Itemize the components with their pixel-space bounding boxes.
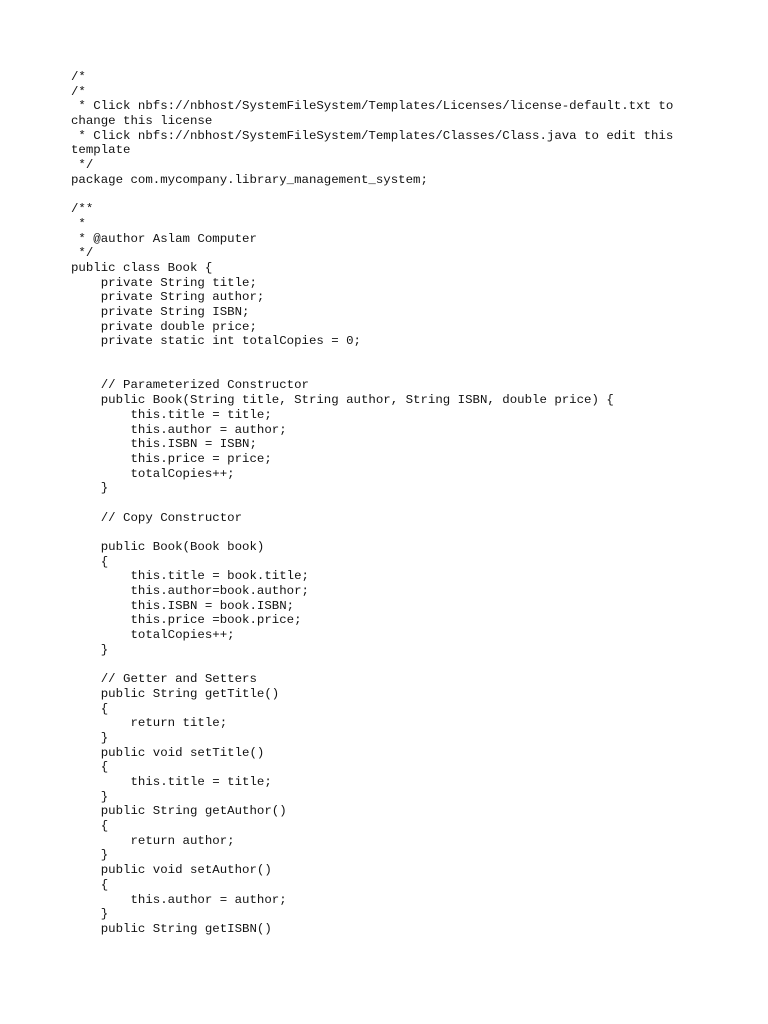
code-line: change this license (71, 114, 213, 129)
code-line: this.price =book.price; (71, 613, 302, 628)
code-listing (71, 70, 731, 937)
code-line: this.author=book.author; (71, 584, 309, 599)
code-line: } (71, 848, 109, 863)
code-line: this.author = author; (71, 422, 287, 437)
code-line: public String getISBN() (71, 921, 272, 936)
code-line: public void setTitle() (71, 745, 265, 760)
code-line: { (71, 554, 109, 569)
code-line: } (71, 730, 109, 745)
code-line: { (71, 877, 109, 892)
code-line: * Click nbfs://nbhost/SystemFileSystem/Templates/Licenses/license-default.txt to (71, 99, 674, 114)
code-line: } (71, 907, 109, 922)
code-line: public class Book { (71, 260, 213, 275)
code-line: // Parameterized Constructor (71, 378, 309, 393)
code-line: totalCopies++; (71, 628, 235, 643)
code-line: // Getter and Setters (71, 672, 257, 687)
code-line: this.author = author; (71, 892, 287, 907)
code-line: this.title = title; (71, 407, 272, 422)
code-line: { (71, 819, 109, 834)
code-line: } (71, 789, 109, 804)
code-line (71, 658, 731, 673)
code-line: public String getTitle() (71, 686, 280, 701)
code-line: private String author; (71, 290, 265, 305)
code-line: } (71, 481, 109, 496)
code-line: /* (71, 70, 86, 84)
code-line: { (71, 701, 109, 716)
code-line: private static int totalCopies = 0; (71, 334, 361, 349)
code-line (71, 496, 731, 511)
code-line: /** (71, 202, 94, 217)
code-line: private double price; (71, 319, 257, 334)
code-line: return title; (71, 716, 228, 731)
code-line: * Click nbfs://nbhost/SystemFileSystem/Templates/Classes/Class.java to edit this (71, 128, 674, 143)
code-line: this.title = title; (71, 775, 272, 789)
code-line: { (71, 760, 109, 775)
code-line: /* (71, 84, 86, 99)
code-line (71, 364, 731, 379)
code-line: } (71, 642, 109, 657)
code-line: public Book(String title, String author, String ISBN, double price) { (71, 393, 614, 408)
code-line: public String getAuthor() (71, 804, 287, 819)
code-line: // Copy Constructor (71, 510, 243, 525)
code-line: this.price = price; (71, 451, 272, 466)
code-line (71, 188, 731, 203)
code-line: public Book(Book book) (71, 540, 265, 554)
code-line: totalCopies++; (71, 466, 235, 481)
code-line: return author; (71, 833, 235, 848)
code-line (71, 525, 731, 540)
code-line: * (71, 216, 86, 231)
code-line: */ (71, 246, 94, 261)
code-line (71, 349, 731, 364)
code-line: package com.mycompany.library_management_system; (71, 172, 428, 187)
code-line: template (71, 143, 131, 158)
code-line: private String title; (71, 275, 257, 290)
code-line: this.title = book.title; (71, 569, 309, 584)
code-line: */ (71, 158, 94, 173)
code-line: private String ISBN; (71, 305, 250, 319)
code-line: this.ISBN = ISBN; (71, 437, 257, 452)
code-line: this.ISBN = book.ISBN; (71, 598, 295, 613)
code-line: public void setAuthor() (71, 863, 272, 878)
code-line: * @author Aslam Computer (71, 231, 257, 246)
